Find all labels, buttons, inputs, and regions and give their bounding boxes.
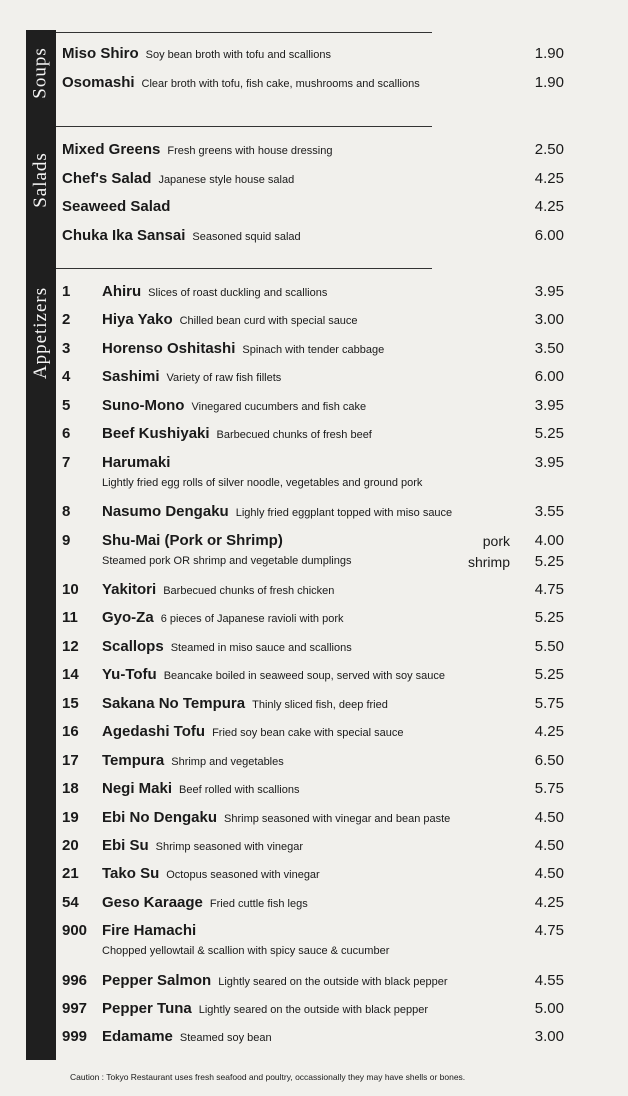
item-number: 996 [62, 972, 88, 989]
item-description: Japanese style house salad [158, 174, 295, 186]
item-description: Steamed soy bean [179, 1032, 272, 1044]
item-title: Ahiru [102, 283, 142, 300]
item-price: 3.00 [534, 311, 564, 328]
menu-item [0, 531, 628, 570]
item-title: Suno-Mono [102, 397, 185, 414]
item-number: 900 [62, 922, 88, 939]
item-price: 5.75 [534, 780, 564, 797]
item-number: 9 [62, 532, 71, 549]
menu-item [0, 999, 628, 1025]
item-title: Ebi No Dengaku [102, 809, 218, 826]
item-description: Lighly fried eggplant topped with miso sauce [235, 507, 453, 519]
item-description: Fried soy bean cake with special sauce [212, 727, 404, 739]
menu-item [0, 169, 628, 195]
menu-item [0, 580, 628, 606]
item-name [62, 140, 332, 161]
menu-item [0, 1027, 628, 1053]
item-name [102, 637, 352, 658]
item-name [102, 396, 366, 417]
item-title: Negi Maki [102, 780, 173, 797]
item-title: Fire Hamachi [102, 922, 197, 939]
item-title: Chef's Salad [62, 170, 152, 187]
item-number: 1 [62, 283, 71, 300]
item-number: 7 [62, 454, 71, 471]
item-description: Slices of roast duckling and scallions [148, 287, 328, 299]
item-number: 8 [62, 503, 71, 520]
menu-item [0, 453, 628, 489]
item-price: 4.25 [534, 723, 564, 740]
item-price: 3.00 [534, 1028, 564, 1045]
item-price: 3.95 [534, 454, 564, 471]
menu-item [0, 971, 628, 997]
item-name [62, 226, 301, 247]
menu-item [0, 921, 628, 957]
item-title: Harumaki [102, 454, 171, 471]
item-description: Octopus seasoned with vinegar [166, 869, 320, 881]
item-description: Beef rolled with scallions [179, 784, 300, 796]
item-title: Agedashi Tofu [102, 723, 206, 740]
menu-item [0, 608, 628, 634]
item-title: Osomashi [62, 74, 135, 91]
item-name [102, 999, 428, 1020]
item-price: 1.90 [534, 45, 564, 62]
item-name [102, 1027, 272, 1048]
item-name [102, 665, 445, 686]
option-price: 5.25 [534, 553, 564, 570]
menu-item [0, 396, 628, 422]
item-price: 4.25 [534, 170, 564, 187]
item-description: Beancake boiled in seaweed soup, served with soy sauce [163, 670, 446, 682]
item-price: 3.50 [534, 340, 564, 357]
item-price: 5.25 [534, 425, 564, 442]
option-price: 4.00 [534, 532, 564, 549]
menu-item [0, 751, 628, 777]
item-name [102, 502, 452, 523]
item-name [102, 608, 344, 629]
item-name [62, 169, 294, 190]
item-number: 15 [62, 695, 79, 712]
item-title: Shu-Mai (Pork or Shrimp) [102, 532, 283, 549]
section-label-salads: Salads [30, 152, 52, 208]
menu-item [0, 282, 628, 308]
item-name [102, 864, 320, 885]
item-title: Sakana No Tempura [102, 695, 246, 712]
item-number: 6 [62, 425, 71, 442]
item-number: 19 [62, 809, 79, 826]
item-title: Nasumo Dengaku [102, 503, 229, 520]
item-name [102, 751, 284, 772]
item-title: Hiya Yako [102, 311, 173, 328]
item-number: 54 [62, 894, 79, 911]
item-price: 5.75 [534, 695, 564, 712]
item-price: 6.00 [534, 368, 564, 385]
item-name [102, 367, 281, 388]
item-price: 4.50 [534, 865, 564, 882]
item-title: Edamame [102, 1028, 173, 1045]
menu-item [0, 836, 628, 862]
item-description: Barbecued chunks of fresh beef [216, 429, 372, 441]
item-description: Thinly sliced fish, deep fried [252, 699, 388, 711]
item-number: 11 [62, 609, 78, 626]
menu-item [0, 44, 628, 70]
item-name [102, 971, 448, 992]
item-price: 6.00 [534, 227, 564, 244]
item-description: Spinach with tender cabbage [242, 344, 385, 356]
option-label: shrimp [467, 554, 510, 570]
item-number: 3 [62, 340, 71, 357]
item-name [102, 893, 308, 914]
item-title: Scallops [102, 638, 164, 655]
item-description: Chilled bean curd with special sauce [179, 315, 358, 327]
item-price: 4.55 [534, 972, 564, 989]
item-name [102, 808, 450, 829]
item-name [62, 44, 331, 65]
item-title: Yu-Tofu [102, 666, 157, 683]
section-label-soups: Soups [30, 47, 51, 99]
item-price: 4.50 [534, 809, 564, 826]
section-label-appetizers: Appetizers [30, 286, 51, 380]
menu-item [0, 226, 628, 252]
item-name [102, 921, 196, 941]
item-name [102, 339, 384, 360]
section-divider [56, 268, 432, 269]
item-number: 999 [62, 1028, 88, 1045]
section-divider [56, 126, 432, 127]
item-title: Geso Karaage [102, 894, 203, 911]
item-number: 997 [62, 1000, 88, 1017]
item-name [102, 694, 388, 715]
item-name [102, 531, 283, 551]
item-price: 3.95 [534, 283, 564, 300]
item-description-line: Chopped yellowtail & scallion with spicy sauce & cucumber [102, 945, 390, 957]
item-title: Horenso Oshitashi [102, 340, 236, 357]
item-price: 4.25 [534, 198, 564, 215]
item-number: 18 [62, 780, 79, 797]
item-description: Seasoned squid salad [192, 231, 301, 243]
item-description: Fried cuttle fish legs [209, 898, 308, 910]
item-title: Seaweed Salad [62, 198, 171, 215]
item-number: 16 [62, 723, 79, 740]
item-number: 14 [62, 666, 79, 683]
caution-note: Caution : Tokyo Restaurant uses fresh seafood and poultry, occassionally they may have shells or bones. [70, 1072, 466, 1082]
item-description: 6 pieces of Japanese ravioli with pork [160, 613, 344, 625]
item-name [102, 282, 327, 303]
item-title: Tako Su [102, 865, 160, 882]
item-description-line: Lightly fried egg rolls of silver noodle, vegetables and ground pork [102, 477, 423, 489]
item-description: Fresh greens with house dressing [167, 145, 333, 157]
item-number: 2 [62, 311, 71, 328]
menu-item [0, 73, 628, 99]
item-number: 20 [62, 837, 79, 854]
menu-item [0, 367, 628, 393]
item-title: Gyo-Za [102, 609, 154, 626]
item-name [102, 580, 334, 601]
item-title: Mixed Greens [62, 141, 161, 158]
item-price: 2.50 [534, 141, 564, 158]
item-description: Vinegared cucumbers and fish cake [191, 401, 367, 413]
item-price: 4.25 [534, 894, 564, 911]
item-description: Lightly seared on the outside with black pepper [218, 976, 448, 988]
menu-item [0, 893, 628, 919]
menu-item [0, 310, 628, 336]
item-title: Chuka Ika Sansai [62, 227, 186, 244]
item-price: 4.75 [534, 581, 564, 598]
item-price: 1.90 [534, 74, 564, 91]
option-label: pork [482, 533, 510, 549]
menu-item [0, 637, 628, 663]
item-price: 6.50 [534, 752, 564, 769]
menu-item [0, 864, 628, 890]
item-description: Shrimp seasoned with vinegar [155, 841, 304, 853]
item-price: 5.50 [534, 638, 564, 655]
menu-item [0, 502, 628, 528]
item-title: Yakitori [102, 581, 157, 598]
item-price: 4.75 [534, 922, 564, 939]
menu-item [0, 424, 628, 450]
item-price: 5.00 [534, 1000, 564, 1017]
item-price: 5.25 [534, 609, 564, 626]
menu-item [0, 665, 628, 691]
item-description: Clear broth with tofu, fish cake, mushrooms and scallions [141, 78, 420, 90]
item-title: Miso Shiro [62, 45, 139, 62]
item-number: 4 [62, 368, 71, 385]
item-number: 12 [62, 638, 79, 655]
item-price: 3.95 [534, 397, 564, 414]
item-number: 5 [62, 397, 71, 414]
menu-item [0, 808, 628, 834]
item-price: 5.25 [534, 666, 564, 683]
item-number: 10 [62, 581, 79, 598]
menu-item [0, 694, 628, 720]
item-title: Tempura [102, 752, 165, 769]
item-name [62, 197, 170, 217]
item-title: Pepper Tuna [102, 1000, 192, 1017]
item-name [102, 779, 299, 800]
item-description: Variety of raw fish fillets [166, 372, 282, 384]
item-name [102, 424, 372, 445]
item-title: Sashimi [102, 368, 160, 385]
item-name [102, 722, 403, 743]
item-name [102, 836, 303, 857]
item-price: 3.55 [534, 503, 564, 520]
item-name [102, 310, 358, 331]
item-price: 4.50 [534, 837, 564, 854]
item-description: Shrimp and vegetables [171, 756, 284, 768]
section-divider [56, 32, 432, 33]
item-description: Lightly seared on the outside with black pepper [198, 1004, 429, 1016]
item-description: Steamed in miso sauce and scallions [170, 642, 352, 654]
menu-item [0, 140, 628, 166]
item-description: Shrimp seasoned with vinegar and bean paste [224, 813, 451, 825]
item-title: Pepper Salmon [102, 972, 212, 989]
item-title: Beef Kushiyaki [102, 425, 210, 442]
menu-item [0, 779, 628, 805]
menu-item [0, 197, 628, 223]
item-description-line: Steamed pork OR shrimp and vegetable dumplings [102, 555, 352, 567]
item-number: 21 [62, 865, 79, 882]
item-description: Barbecued chunks of fresh chicken [163, 585, 335, 597]
item-description: Soy bean broth with tofu and scallions [145, 49, 331, 61]
item-name [62, 73, 420, 94]
item-name [102, 453, 170, 473]
item-title: Ebi Su [102, 837, 149, 854]
menu-item [0, 339, 628, 365]
menu-item [0, 722, 628, 748]
item-number: 17 [62, 752, 79, 769]
